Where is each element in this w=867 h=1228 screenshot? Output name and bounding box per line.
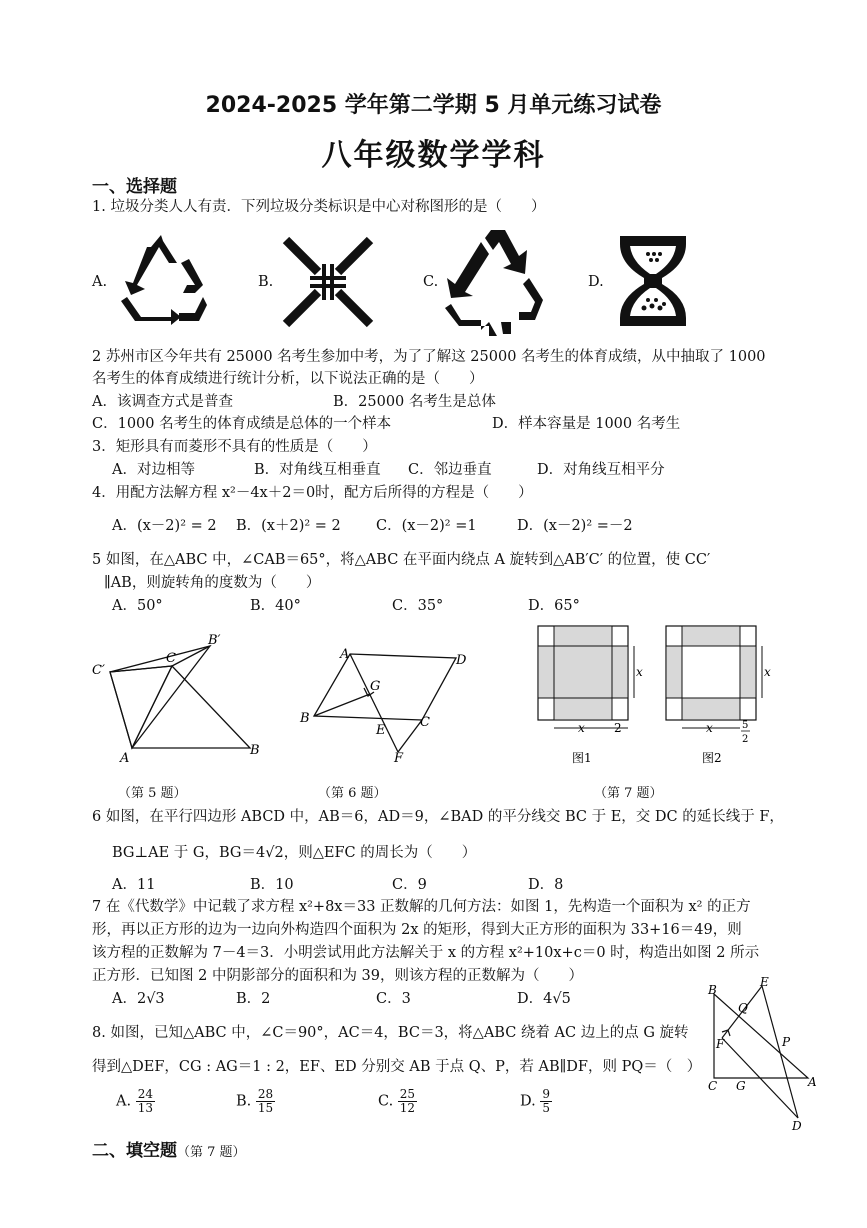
q8-option-b-fraction: $\frac{28}{15}$	[257, 1087, 274, 1115]
q8-line2: 得到△DEF，CG : AG＝1 : 2，EF、ED 分别交 AB 于点 Q、P，若 AB∥DF，则 PQ＝（ ）	[92, 1059, 702, 1075]
q7-caption: （第 7 题）	[594, 786, 663, 801]
q7-line2: 形，再以正方形的边为一边向外构造四个面积为 2x 的矩形，得到大正方形的面积为 33+16＝49，则	[92, 922, 742, 938]
q2-stem-line2: 名考生的体育成绩进行统计分析，以下说法正确的是（ ）	[92, 371, 484, 387]
q6-label-b: B	[300, 711, 310, 726]
q6-label-f: F	[394, 751, 404, 766]
q5-figure	[90, 628, 270, 768]
q1-option-a: A.	[92, 274, 108, 290]
q7-fig2-label-x-vert: x	[764, 665, 771, 679]
q2-option-b: B．25000 名考生是总体	[333, 394, 496, 410]
q8-option-d	[520, 1088, 552, 1115]
q8-option-a-label: A.	[116, 1093, 132, 1110]
q4-stem: 4．用配方法解方程 x²－4x＋2＝0时，配方后所得的方程是（ ）	[92, 485, 533, 501]
q2-option-a: A．该调查方式是普查	[92, 394, 233, 410]
q5-option-b: B．40°	[250, 598, 301, 614]
arrows-cross-icon	[282, 236, 374, 328]
q5-option-c: C．35°	[392, 598, 444, 614]
q8-label-c: C	[708, 1079, 718, 1093]
q4-option-d: D．(x－2)² =－2	[517, 518, 633, 534]
q2-option-c: C．1000 名考生的体育成绩是总体的一个样本	[92, 416, 392, 432]
q8-label-d: D	[792, 1119, 802, 1133]
q4-option-c: C．(x－2)² =1	[376, 518, 477, 534]
q6-stem-line2-a: BG⊥AE 于 G，BG＝	[112, 845, 257, 861]
q5-label-a: A	[120, 751, 130, 766]
exam-title: 2024-2025 学年第二学期 5 月单元练习试卷	[205, 93, 662, 118]
q1-option-b: B.	[258, 274, 274, 290]
q4-option-b: B．(x＋2)² = 2	[236, 518, 341, 534]
q5-stem-line1: 5 如图，在△ABC 中，∠CAB＝65°，将△ABC 在平面内绕点 A 旋转到△AB′C′ 的位置，使 CC′	[92, 552, 711, 568]
q5-option-a: A．50°	[112, 598, 163, 614]
q1-option-c: C.	[423, 274, 439, 290]
q6-figure	[296, 640, 476, 768]
q8-option-c-label: C.	[378, 1093, 394, 1110]
q7-fig1-label-2: 2	[614, 721, 622, 735]
q6-stem-line2-c: ，则△EFC 的周长为（ ）	[283, 845, 477, 861]
q5-label-cprime: C′	[92, 663, 105, 678]
q7-line1: 7 在《代数学》中记载了求方程 x²+8x＝33 正数解的几何方法：如图 1，先构造一个面积为 x² 的正方	[92, 899, 751, 915]
section-fill-heading: 二、填空题	[92, 1141, 177, 1161]
q4-option-a: A．(x－2)² = 2	[112, 518, 217, 534]
q7-line3: 该方程的正数解为 7－4＝3．小明尝试用此方法解关于 x 的方程 x²+10x+c＝0 时，构造出如图 2 所示	[92, 945, 760, 961]
q7-fig1-label-x: x	[578, 721, 585, 735]
q2-stem-line1: 2 苏州市区今年共有 25000 名考生参加中考，为了了解这 25000 名考生的体育成绩，从中抽取了 1000	[92, 349, 766, 365]
q6-label-g: G	[370, 679, 381, 694]
q3-option-b: B．对角线互相垂直	[254, 462, 381, 478]
q8-option-c	[378, 1088, 417, 1115]
hourglass-icon	[618, 234, 688, 328]
q3-stem: 3．矩形具有而菱形不具有的性质是（ ）	[92, 439, 377, 455]
q8-option-d-label: D.	[520, 1093, 536, 1110]
q1-stem: 1. 垃圾分类人人有责．下列垃圾分类标识是中心对称图形的是（ ）	[92, 199, 546, 215]
q3-option-a: A．对边相等	[112, 462, 195, 478]
q5-label-bprime: B′	[208, 633, 221, 648]
q8-option-d-fraction: $\frac{9}{5}$	[542, 1087, 550, 1115]
q7-fig2-label-2: 2	[742, 734, 749, 745]
q7-fig2-label-5: 5	[742, 720, 749, 731]
q7-option-d: D．4√5	[517, 991, 571, 1007]
q5-caption: （第 5 题）	[118, 786, 187, 801]
q6-label-d: D	[456, 653, 467, 668]
q7-fig2-caption: 图2	[702, 751, 722, 765]
q8-label-b: B	[708, 983, 717, 997]
q6-stem-line2	[112, 842, 476, 864]
q7-fig2-label-x: x	[706, 721, 713, 735]
q8-option-a-fraction: $\frac{24}{13}$	[137, 1087, 153, 1115]
q8-label-e: E	[760, 975, 769, 989]
q6-label-a: A	[340, 647, 350, 662]
q6-caption: （第 6 题）	[318, 786, 387, 801]
q5-stem-line2: ∥AB，则旋转角的度数为（ ）	[104, 575, 321, 591]
q7-line4: 正方形．已知图 2 中阴影部分的面积和为 39，则该方程的正数解为（ ）	[92, 968, 584, 984]
q7-figure	[532, 622, 782, 772]
recycle-icon	[115, 233, 210, 325]
q6-option-d: D．8	[528, 877, 564, 893]
q8-label-f: F	[716, 1037, 725, 1051]
q7-option-a: A．2√3	[112, 991, 165, 1007]
section-choice-heading: 一、选择题	[92, 177, 177, 197]
q6-option-a: A．11	[112, 877, 156, 893]
q6-label-c: C	[420, 715, 430, 730]
q6-label-e: E	[376, 723, 386, 738]
q8-line1: 8. 如图，已知△ABC 中，∠C＝90°，AC＝4，BC＝3，将△ABC 绕着 AC 边上的点 G 旋转	[92, 1025, 689, 1041]
q7-fig1-label-x-vert: x	[636, 665, 643, 679]
q7-option-c: C．3	[376, 991, 411, 1007]
q8-option-a	[116, 1088, 155, 1115]
q1-option-d: D.	[588, 274, 604, 290]
q8-label-a: A	[808, 1075, 817, 1089]
q8-option-b	[236, 1088, 275, 1115]
section-fill-heading-row	[92, 1136, 246, 1161]
section-fill-note: （第 7 题）	[177, 1145, 246, 1160]
q3-option-c: C．邻边垂直	[408, 462, 492, 478]
recycle-triangle-icon	[445, 226, 545, 338]
q5-label-b: B	[250, 743, 260, 758]
q6-option-c: C．9	[392, 877, 427, 893]
q8-option-c-fraction: $\frac{25}{12}$	[399, 1087, 416, 1115]
q5-label-c: C	[166, 651, 176, 666]
q6-option-b: B．10	[250, 877, 294, 893]
q6-stem-bg-value: 4√2	[256, 845, 284, 861]
q8-figure	[700, 974, 825, 1134]
exam-subject: 八年级数学学科	[321, 138, 546, 173]
q8-label-p: P	[782, 1035, 791, 1049]
q6-stem-line1: 6 如图，在平行四边形 ABCD 中，AB＝6，AD＝9，∠BAD 的平分线交 BC 于 E，交 DC 的延长线于 F，	[92, 809, 784, 825]
q7-option-b: B．2	[236, 991, 271, 1007]
q2-option-d: D．样本容量是 1000 名考生	[492, 416, 681, 432]
q3-option-d: D．对角线互相平分	[537, 462, 665, 478]
q8-label-g: G	[736, 1079, 746, 1093]
q8-label-q: Q	[738, 1001, 748, 1015]
q7-fig1-caption: 图1	[572, 751, 592, 765]
q8-option-b-label: B.	[236, 1093, 252, 1110]
q5-option-d: D．65°	[528, 598, 580, 614]
